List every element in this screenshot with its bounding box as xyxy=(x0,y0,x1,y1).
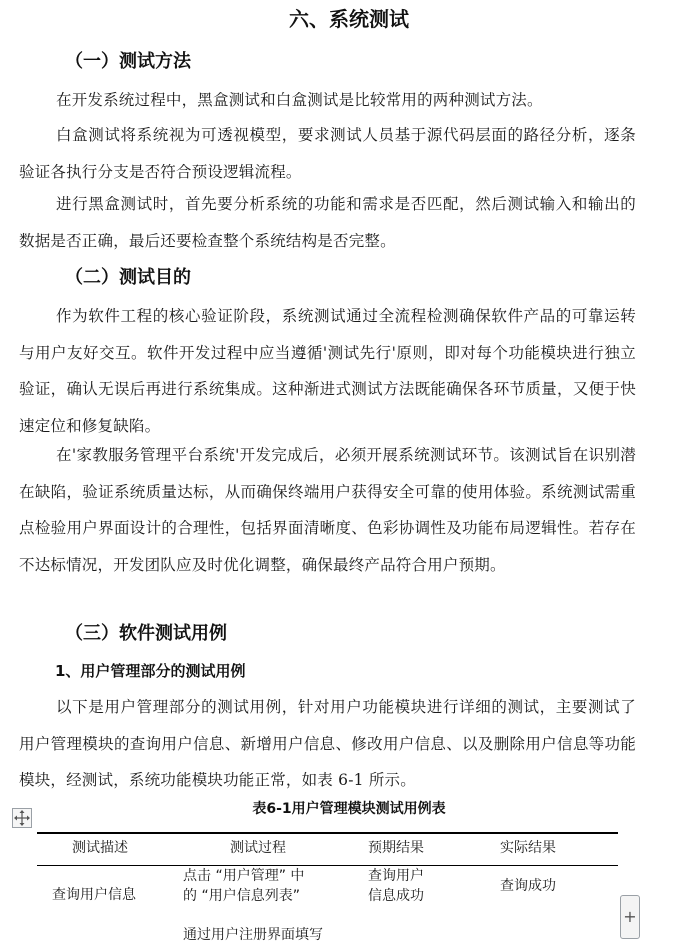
paragraph: 在'家教服务管理平台系统'开发完成后，必须开展系统测试环节。该测试旨在识别潜在缺陷，验证系统质量达标，从而确保终端用户获得安全可靠的使用体验。系统测试需重点检验用户界面设计的合理性，包括界面清晰度、色彩协调性及功能布局逻辑性。若存在不达标情况，开发团队应及时优化调整，确保最终产品符合用户预期。 xyxy=(19,446,636,574)
table-cell-expected-line: 信息成功 xyxy=(368,888,424,904)
table-header-description: 测试描述 xyxy=(72,840,128,856)
section-heading-test-cases: （三）软件测试用例 xyxy=(65,623,227,644)
add-row-button[interactable]: + xyxy=(620,895,640,939)
table-cell-actual: 查询成功 xyxy=(500,878,556,894)
table-top-rule xyxy=(37,832,618,834)
table-cell-process-line: 的 “用户信息列表” xyxy=(183,888,300,904)
chapter-title: 六、系统测试 xyxy=(289,7,409,31)
paragraph: 白盒测试将系统视为可透视模型，要求测试人员基于源代码层面的路径分析，逐条验证各执行分支是否符合预设逻辑流程。 xyxy=(19,126,636,181)
table-cell-process-next-row: 通过用户注册界面填写 xyxy=(183,927,323,943)
paragraph: 以下是用户管理部分的测试用例，针对用户功能模块进行详细的测试，主要测试了用户管理模块的查询用户信息、新增用户信息、修改用户信息、以及删除用户信息等功能模块，经测试，系统功能模块功能正常，如表 6-1 所示。 xyxy=(19,698,636,790)
paragraph: 在开发系统过程中，黑盒测试和白盒测试是比较常用的两种测试方法。 xyxy=(56,91,543,109)
table-cell-process-line: 点击 “用户管理” 中 xyxy=(183,868,305,884)
move-arrows-icon[interactable] xyxy=(12,808,32,828)
table-header-actual: 实际结果 xyxy=(500,840,556,856)
table-header-process: 测试过程 xyxy=(230,840,286,856)
paragraph: 进行黑盒测试时，首先要分析系统的功能和需求是否匹配，然后测试输入和输出的数据是否正确，最后还要检查整个系统结构是否完整。 xyxy=(19,195,636,250)
table-cell-description: 查询用户信息 xyxy=(52,887,136,903)
section-heading-test-methods: （一）测试方法 xyxy=(65,51,191,72)
section-heading-test-purpose: （二）测试目的 xyxy=(65,267,191,288)
table-header-expected: 预期结果 xyxy=(368,840,424,856)
table-cell-expected-line: 查询用户 xyxy=(368,868,424,884)
subsection-heading-user-management: 1、用户管理部分的测试用例 xyxy=(55,662,246,680)
table-caption: 表6-1用户管理模块测试用例表 xyxy=(252,801,446,817)
paragraph: 作为软件工程的核心验证阶段，系统测试通过全流程检测确保软件产品的可靠运转与用户友好交互。软件开发过程中应当遵循'测试先行'原则，即对每个功能模块进行独立验证，确认无误后再进行系统集成。这种渐进式测试方法既能确保各环节质量，又便于快速定位和修复缺陷。 xyxy=(19,307,636,435)
